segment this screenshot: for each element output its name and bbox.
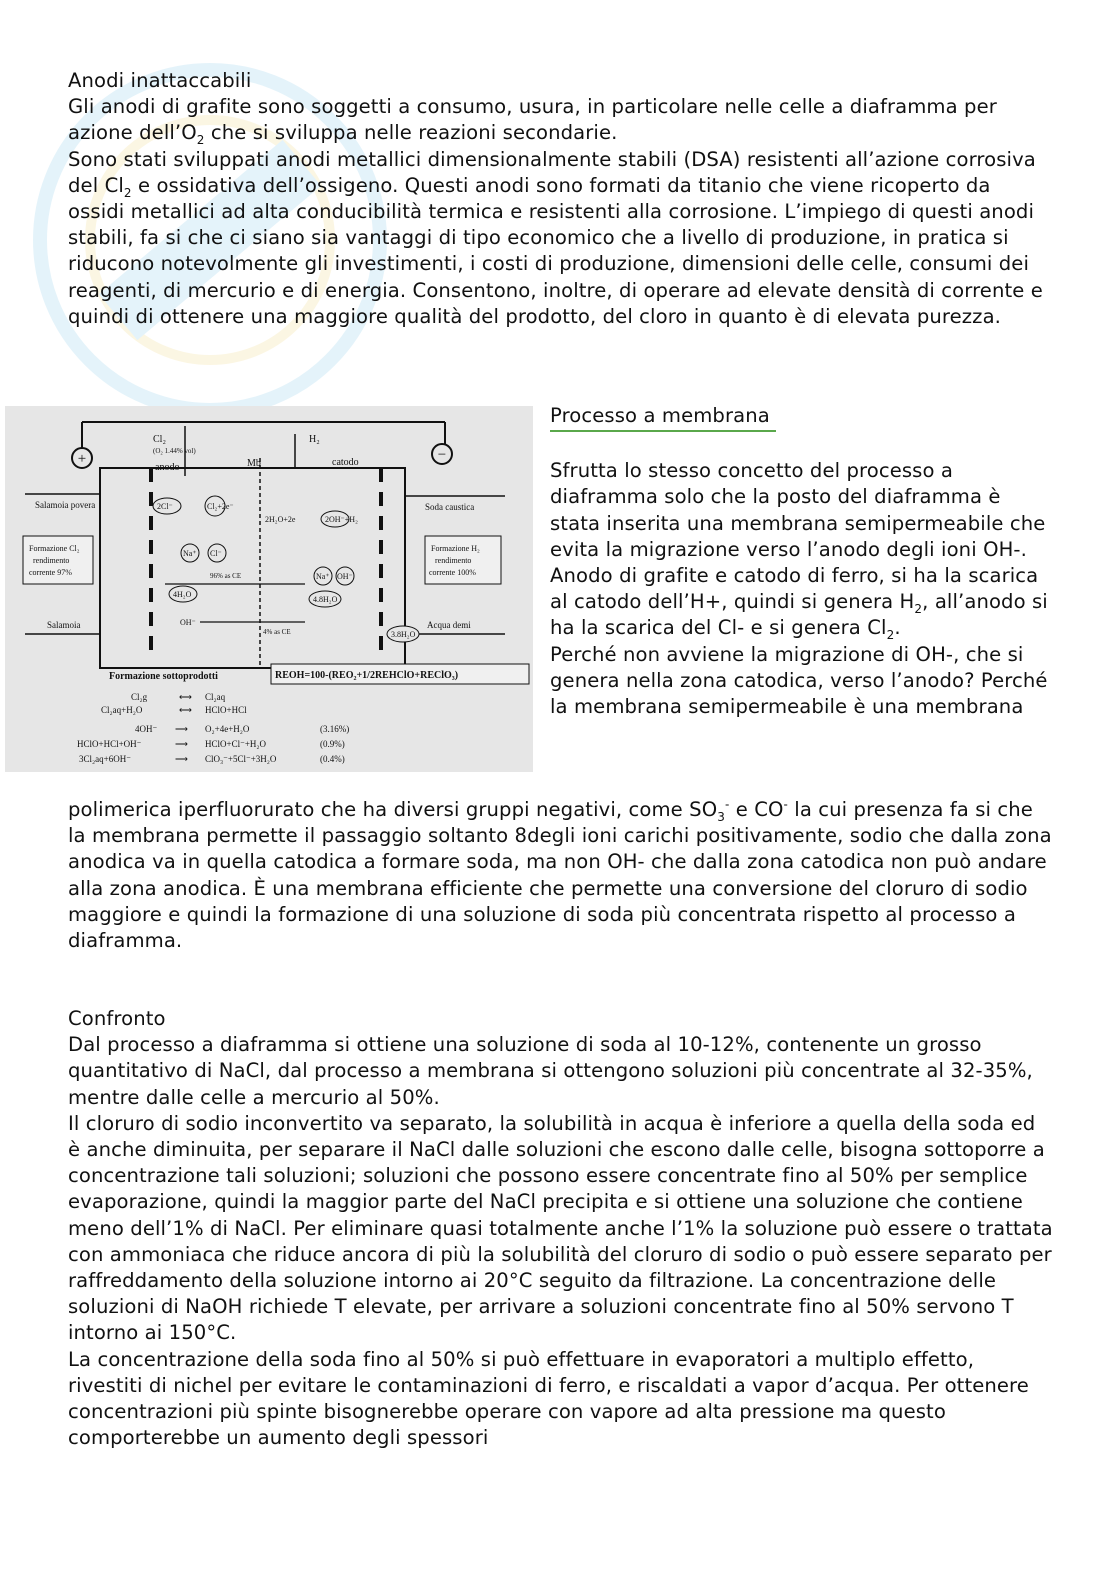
section-title-membrana: Processo a membrana (550, 403, 776, 432)
svg-text:HClO+HCl+OH⁻: HClO+HCl+OH⁻ (77, 739, 142, 749)
svg-text:⟶: ⟶ (175, 739, 188, 749)
svg-text:Cl₂g: Cl₂g (131, 692, 148, 702)
section-membrana-side (550, 403, 1050, 720)
svg-text:Formazione H₂: Formazione H₂ (431, 544, 480, 553)
svg-text:HClO+Cl⁻+H₂O: HClO+Cl⁻+H₂O (205, 739, 267, 749)
svg-text:Soda caustica: Soda caustica (425, 502, 475, 512)
svg-text:Salamoia povera: Salamoia povera (35, 500, 96, 510)
svg-text:H₂: H₂ (309, 434, 320, 445)
svg-text:4% as CE: 4% as CE (263, 628, 291, 636)
svg-text:catodo: catodo (332, 457, 359, 468)
svg-text:anodo: anodo (155, 462, 180, 473)
membrane-cell-diagram (5, 406, 533, 772)
svg-text:(0.4%): (0.4%) (320, 754, 345, 764)
svg-text:Formazione Cl₂: Formazione Cl₂ (29, 544, 80, 553)
svg-text:rendimento: rendimento (33, 556, 70, 565)
section-membrana-cont (68, 797, 1053, 954)
paragraph: Dal processo a diaframma si ottiene una soluzione di soda al 10-12%, contenente un grosso quantitativo di NaCl, dal processo a membrana si ottengono soluzioni più concentrate al 32-35%, mentre dalle celle a mercurio al 50%. (68, 1033, 1033, 1109)
section-anodi (68, 68, 1053, 330)
svg-text:(3.16%): (3.16%) (320, 724, 350, 734)
svg-text:−: − (437, 447, 447, 463)
svg-text:+: + (77, 451, 87, 467)
svg-text:⟷: ⟷ (179, 705, 192, 715)
svg-text:Cl₂aq+H₂O: Cl₂aq+H₂O (101, 705, 143, 715)
svg-text:HClO+HCl: HClO+HCl (205, 705, 247, 715)
section-confronto (68, 1006, 1053, 1451)
paragraph: Il cloruro di sodio inconvertito va separato, la solubilità in acqua è inferiore a quella della soda ed è anche diminuita, per separare il NaCl dalle soluzioni che escono dalle celle, bisogna sottoporre a concentrazione tali soluzioni; soluzioni che possono essere concentrate fino al 50% per semplice evaporazione, quindi la maggior parte del NaCl precipita e si ottiene una soluzione che contiene meno dell’1% di NaCl. Per eliminare quasi totalmente anche l’1% la soluzione può essere o trattata con ammoniaca che riduce ancora di più la solubilità del cloruro di sodio o può essere separato per raffreddamento della soluzione intorno ai 20°C seguito da filtrazione. La concentrazione delle soluzioni di NaOH richiede T elevate, per arrivare a soluzioni concentrate fino al 50% servono T intorno ai 150°C. (68, 1111, 1053, 1345)
paragraph: Sono stati sviluppati anodi metallici dimensionalmente stabili (DSA) resistenti all’azione corrosiva del $Cl_2$ e ossidativa dell’ossigeno. Questi anodi sono formati da titanio che viene ricoperto da ossidi metallici ad alta conducibilità termica e resistenti alla corrosione. L’impiego di questi anodi stabili, fa si che ci siano sia vantaggi di tipo economico che a livello di produzione, in pratica si riducono notevolmente gli investimenti, i costi di produzione, dimensioni delle celle, consumi dei reagenti, di mercurio e di energia. Consentono, inoltre, di operare ad elevate densità di corrente e quindi di ottenere una maggiore qualità del prodotto, del cloro in quanto è di elevata purezza. (68, 147, 1043, 328)
svg-text:Cl₂: Cl₂ (153, 434, 166, 445)
paragraph: Gli anodi di grafite sono soggetti a consumo, usura, in particolare nelle celle a diaframma per azione $dell’O_2$ che si sviluppa nelle reazioni secondarie. (68, 95, 997, 148)
svg-text:Salamoia: Salamoia (47, 620, 81, 630)
svg-text:Cl₂+2e⁻: Cl₂+2e⁻ (207, 502, 234, 511)
svg-text:(0.9%): (0.9%) (320, 739, 345, 749)
svg-text:⟷: ⟷ (179, 692, 192, 702)
svg-text:2Cl⁻: 2Cl⁻ (157, 502, 173, 511)
paragraph: Perché non avviene la migrazione di OH-, che si genera nella zona catodica, verso l’anodo? Perché la membrana semipermeabile è una membrana (550, 642, 1048, 719)
svg-text:Na⁺: Na⁺ (183, 549, 197, 558)
section-title-confronto: Confronto (68, 1007, 166, 1030)
svg-text:3Cl₂aq+6OH⁻: 3Cl₂aq+6OH⁻ (79, 754, 131, 764)
svg-text:96% as CE: 96% as CE (210, 572, 242, 580)
svg-text:Na⁺: Na⁺ (316, 572, 330, 581)
svg-text:Formazione sottoprodotti: Formazione sottoprodotti (109, 671, 218, 682)
svg-text:Cl⁻: Cl⁻ (210, 549, 222, 558)
svg-text:ClO₃⁻+5Cl⁻+3H₂O: ClO₃⁻+5Cl⁻+3H₂O (205, 754, 277, 764)
svg-text:corrente 97%: corrente 97% (29, 568, 72, 577)
svg-text:Acqua demi: Acqua demi (427, 620, 471, 630)
paragraph: polimerica iperfluorurato che ha diversi gruppi negativi, come $SO_3^-$ e CO- la cui presenza fa si che la membrana permette il passaggio soltanto 8degli ioni carichi positivamente, sodio che dalla zona anodica va in quella catodica a formare soda, ma non OH- che dalla zona catodica non può andare alla zona anodica. È una membrana efficiente che permette una conversione del cloruro di sodio maggiore e quindi la formazione di una soluzione di soda più concentrata rispetto al processo a diaframma. (68, 797, 1052, 953)
svg-text:corrente 100%: corrente 100% (429, 568, 476, 577)
section-title-anodi: Anodi inattaccabili (68, 69, 252, 92)
svg-text:Mb: Mb (247, 458, 261, 469)
svg-text:2OH⁻+H₂: 2OH⁻+H₂ (325, 515, 358, 524)
svg-text:⟶: ⟶ (175, 754, 188, 764)
svg-text:OH⁻: OH⁻ (180, 618, 196, 627)
svg-text:rendimento: rendimento (435, 556, 472, 565)
svg-text:Cl₂aq: Cl₂aq (205, 692, 226, 702)
svg-text:3.8H₂O: 3.8H₂O (391, 630, 416, 639)
svg-text:O₂+4e+H₂O: O₂+4e+H₂O (205, 724, 250, 734)
svg-text:⟶: ⟶ (175, 724, 188, 734)
svg-text:4.8H₂O: 4.8H₂O (313, 595, 338, 604)
paragraph: La concentrazione della soda fino al 50% si può effettuare in evaporatori a multiplo effetto, rivestiti di nichel per evitare le contaminazioni di ferro, e riscaldati a vapor d’acqua. Per ottenere concentrazioni più spinte bisognerebbe operare con vapore ad alta pressione ma questo comporterebbe un aumento degli spessori (68, 1347, 1029, 1450)
svg-text:4OH⁻: 4OH⁻ (135, 724, 158, 734)
svg-text:OH⁻: OH⁻ (337, 572, 353, 581)
paragraph: Sfrutta lo stesso concetto del processo a diaframma solo che la posto del diaframma è stata inserita una membrana semipermeabile che evita la migrazione verso l’anodo degli ioni OH-. (550, 459, 1046, 561)
svg-text:(O₂ 1.44% vol): (O₂ 1.44% vol) (153, 447, 196, 455)
paragraph: Anodo di grafite e catodo di ferro, si ha la scarica al catodo dell’H+, quindi si genera $H_2$, all’anodo si ha la scarica del Cl- e si genera $Cl_2$. (550, 564, 1048, 643)
svg-text:2H₂O+2e: 2H₂O+2e (265, 515, 296, 524)
svg-text:4H₂O: 4H₂O (173, 590, 192, 599)
svg-text:REOH=100-(REO₂+1/2REHClO+REClO: REOH=100-(REO₂+1/2REHClO+REClO₃) (275, 670, 459, 681)
